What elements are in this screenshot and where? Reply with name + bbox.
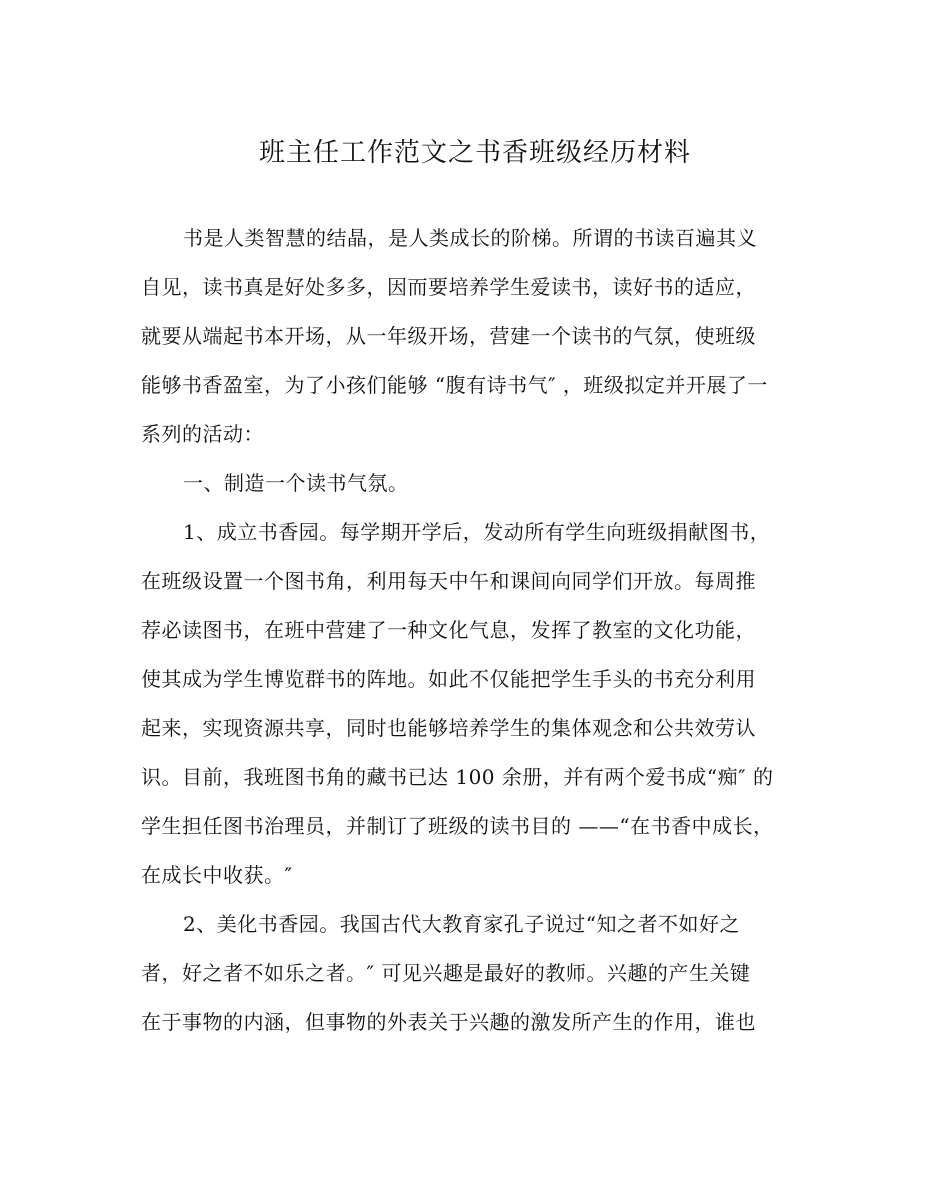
paragraph-line: 识。目前，我班图书角的藏书已达 100 余册，并有两个爱书成“痴″ 的 bbox=[141, 765, 774, 789]
paragraph-line: 起来，实现资源共享，同时也能够培养学生的集体观念和公共效劳认 bbox=[141, 716, 756, 740]
paragraph-line: 能够书香盈室，为了小孩们能够 “腹有诗书气″ ，班级拟定并开展了一 bbox=[141, 373, 768, 397]
paragraph-line: 在成长中收获。″ bbox=[141, 863, 293, 887]
section-heading: 一、制造一个读书气氛。 bbox=[183, 471, 409, 495]
document-title: 班主任工作范文之书香班级经历材料 bbox=[258, 138, 691, 168]
paragraph-line: 学生担任图书治理员，并制订了班级的读书目的 ——“在书香中成长， bbox=[141, 814, 774, 838]
paragraph-line: 使其成为学生博览群书的阵地。如此不仅能把学生手头的书充分利用 bbox=[141, 667, 756, 691]
paragraph-line: 在班级设置一个图书角，利用每天中午和课间向同学们开放。每周推 bbox=[141, 569, 756, 593]
paragraph-line: 在于事物的内涵，但事物的外表关于兴趣的激发所产生的作用，谁也 bbox=[141, 1010, 756, 1034]
paragraph-line: 者，好之者不如乐之者。″ 可见兴趣是最好的教师。兴趣的产生关键 bbox=[141, 961, 751, 985]
paragraph-line: 自见，读书真是好处多多，因而要培养学生爱读书，读好书的适应， bbox=[141, 275, 756, 299]
paragraph-line: 荐必读图书，在班中营建了一种文化气息，发挥了教室的文化功能， bbox=[141, 618, 756, 642]
paragraph-line: 2、美化书香园。我国古代大教育家孔子说过“知之者不如好之 bbox=[183, 912, 740, 936]
paragraph-line: 就要从端起书本开场，从一年级开场，营建一个读书的气氛，使班级 bbox=[141, 324, 756, 348]
paragraph-line: 系列的活动： bbox=[141, 422, 264, 446]
paragraph-line: 1、成立书香园。每学期开学后，发动所有学生向班级捐献图书， bbox=[183, 520, 771, 544]
paragraph-line: 书是人类智慧的结晶，是人类成长的阶梯。所谓的书读百遍其义 bbox=[183, 226, 757, 250]
